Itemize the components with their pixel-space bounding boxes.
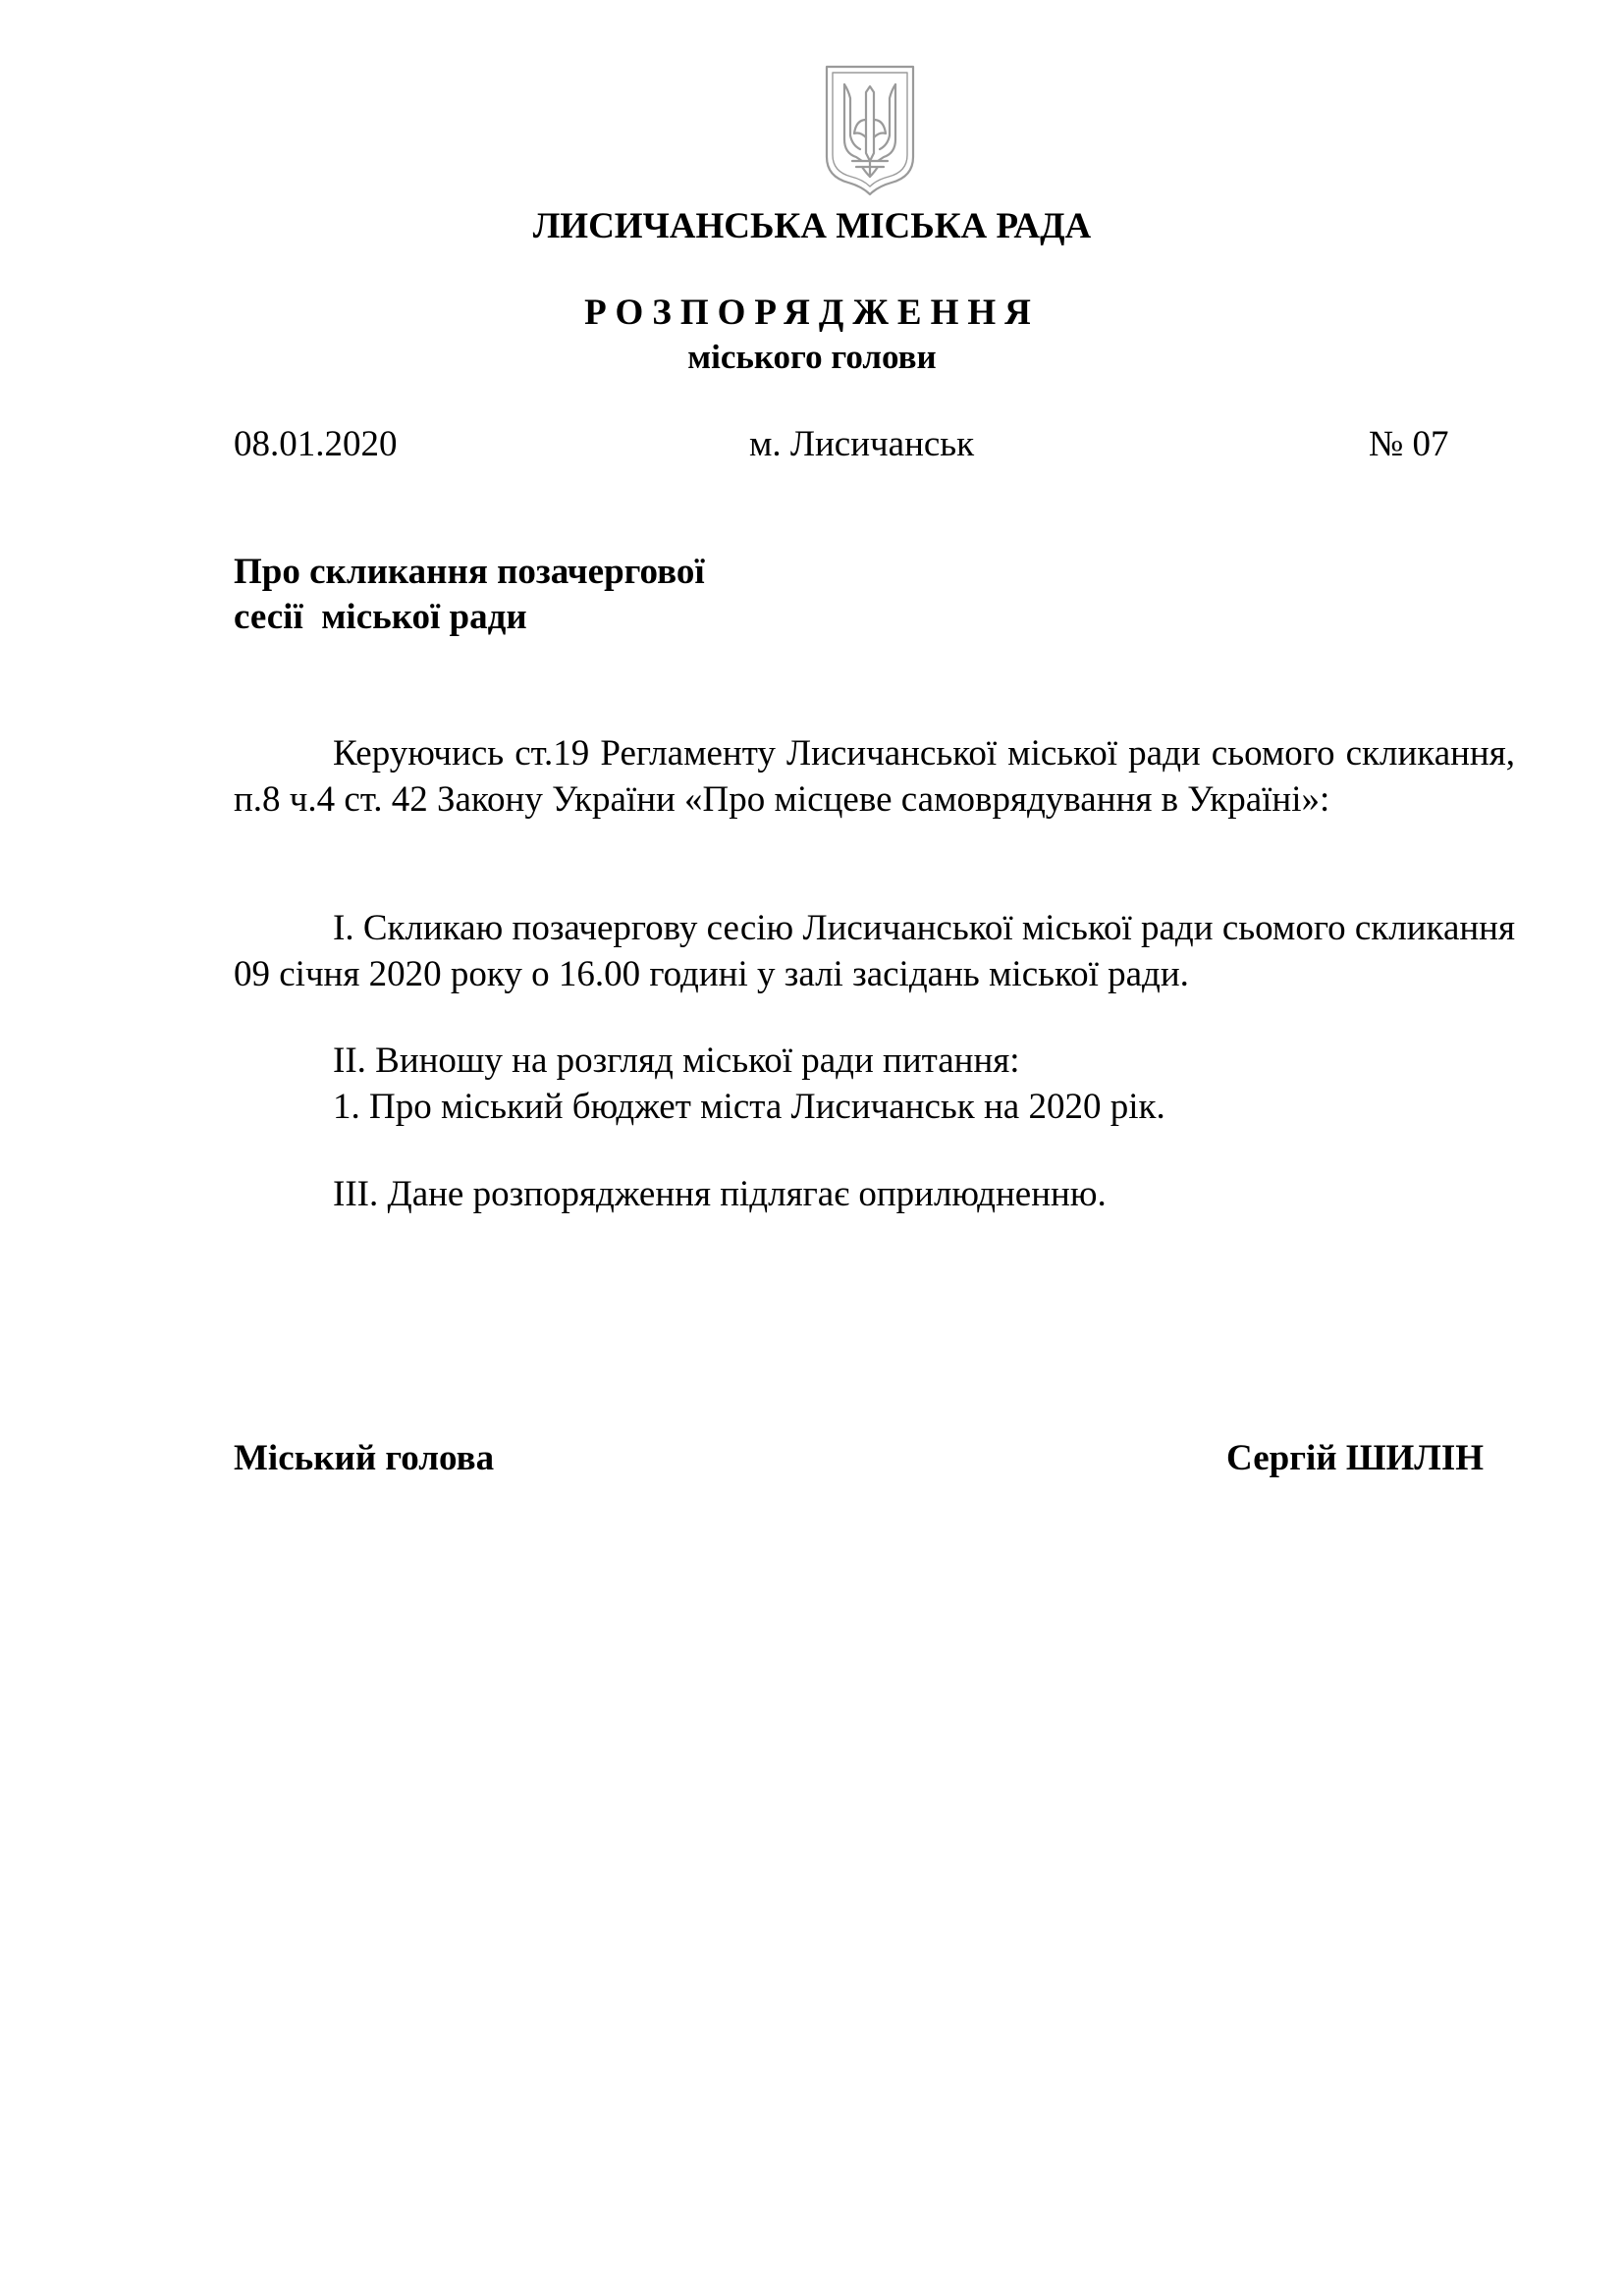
document-subtype: міського голови	[687, 338, 937, 376]
council-name: ЛИСИЧАНСЬКА МІСЬКА РАДА	[532, 206, 1092, 246]
signatory-name: Сергій ШИЛІН	[1226, 1438, 1484, 1478]
item-3-paragraph: ІІІ. Дане розпорядження підлягає оприлюдненню.	[333, 1174, 1107, 1214]
document-city: м. Лисичанськ	[749, 424, 975, 464]
subject-line-2: сесії міської ради	[234, 597, 527, 637]
document-subject	[234, 550, 705, 640]
item-2-point-1: 1. Про міський бюджет міста Лисичанськ на 2020 рік.	[333, 1087, 1165, 1127]
item-1-paragraph: І. Скликаю позачергову сесію Лисичанської міської ради сьомого скликання 09 січня 2020 року о 16.00 годині у залі засідань міської ради.	[234, 908, 1515, 994]
document-number: № 07	[1369, 424, 1449, 464]
coat-of-arms-icon	[823, 63, 917, 196]
signatory-title: Міський голова	[234, 1438, 495, 1478]
subject-line-1: Про скликання позачергової	[234, 552, 705, 592]
document-type-title: РОЗПОРЯДЖЕННЯ	[584, 293, 1040, 333]
item-2-heading: ІІ. Виношу на розгляд міської ради питання:	[333, 1041, 1020, 1081]
document-date: 08.01.2020	[234, 424, 398, 464]
item-3-block	[234, 1171, 1515, 1217]
preamble-paragraph: Керуючись ст.19 Регламенту Лисичанської міської ради сьомого скликання, п.8 ч.4 ст. 42 Закону України «Про місцеве самоврядування в Україні»:	[234, 733, 1515, 820]
item-2-block	[234, 1038, 1515, 1130]
